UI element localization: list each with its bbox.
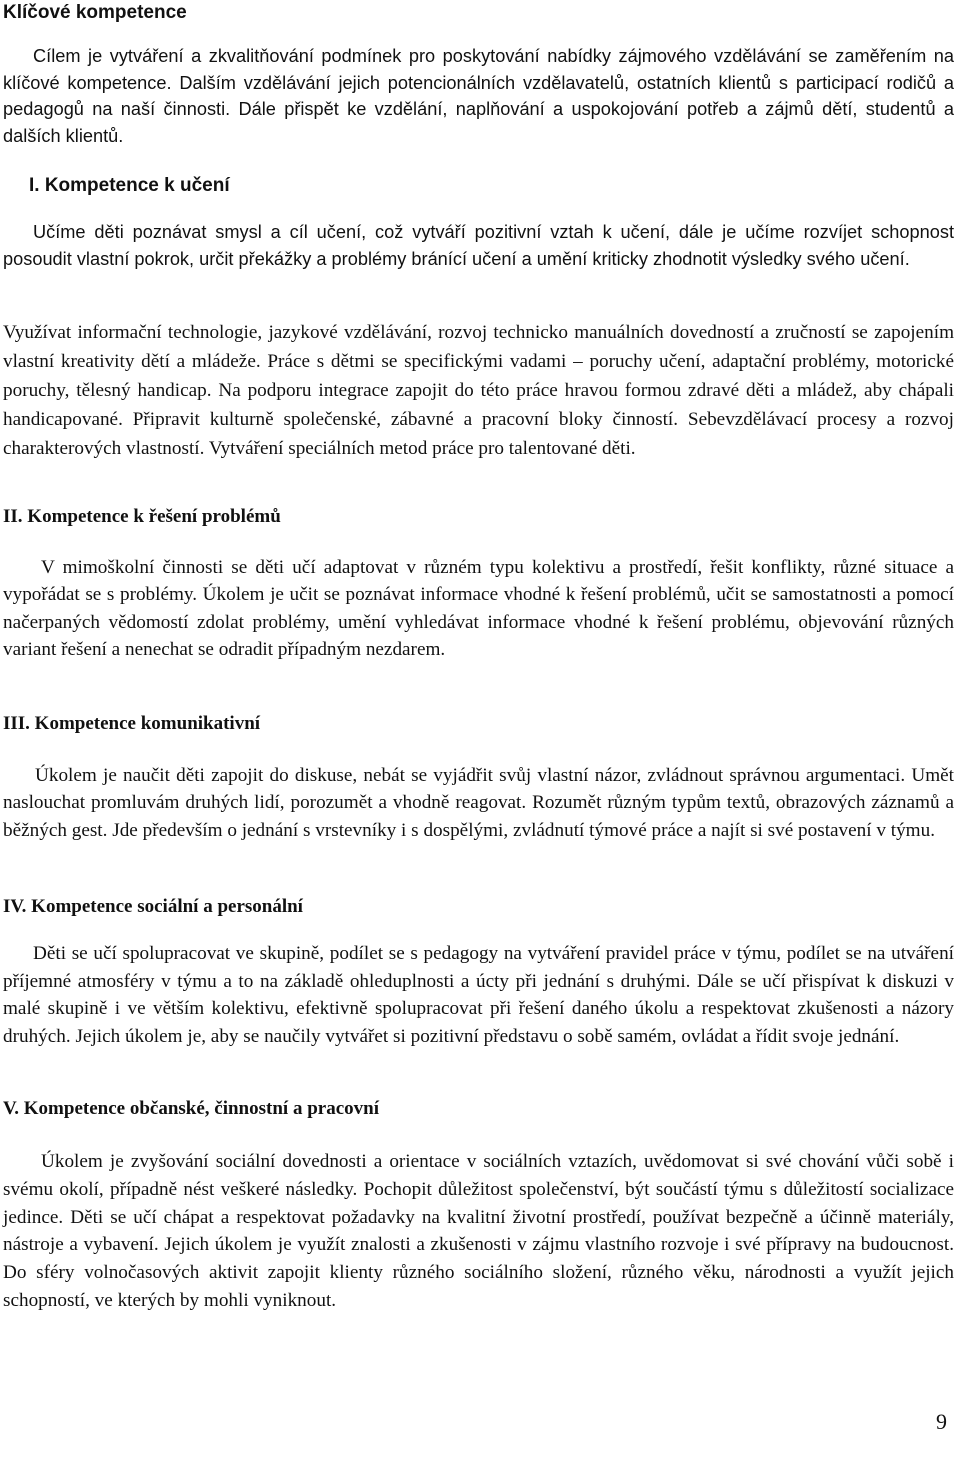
page-title: Klíčové kompetence [3, 2, 187, 23]
section-title-5: V. Kompetence občanské, činnostní a pracovní [3, 1098, 379, 1119]
section-1-paragraph-2: Využívat informační technologie, jazykové vzdělávání, rozvoj technicko manuálních dovedností a zručností se zapojením vlastní kreativity dětí a mládeže. Práce s dětmi se specifickými vadami – poruchy učení, adaptační problémy, motorické poruchy, tělesný handicap. Na podporu integrace zapojit do této práce hravou formou zdravé děti a mládež, aby chápali handicapované. Připravit kulturně společenské, zábavné a pracovní bloky činností. Sebevzdělávací procesy a rozvoj charakterových vlastností. Vytváření speciálních metod práce pro talentované děti. [3, 322, 954, 460]
section-4-paragraph-1: Děti se učí spolupracovat ve skupině, podílet se s pedagogy na vytváření pravidel práce v týmu, podílet se na utváření příjemné atmosféry v týmu a to na základě ohleduplnosti a úcty při jednání s druhými. Dále se učí přispívat k diskuzi v malé skupině i ve větším kolektivu, efektivně spolupracovat při řešení daného úkolu a respektovat zkušenosti a názory druhých. Jejich úkolem je, aby se naučily vytvářet si pozitivní představu o sobě samém, ovládat a řídit svoje jednání. [3, 943, 954, 1047]
intro-paragraph: Cílem je vytváření a zkvalitňování podmínek pro poskytování nabídky zájmového vzdělávání se zaměřením na klíčové kompetence. Dalším vzdělávání jejich potencionálních vzdělavatelů, ostatních klientů s participací rodičů a pedagogů na naší činnosti. Dále přispět ke vzdělání, naplňování a uspokojování potřeb a zájmů dětí, studentů a dalších klientů. [3, 46, 954, 147]
section-title-4: IV. Kompetence sociální a personální [3, 896, 303, 917]
section-title-3: III. Kompetence komunikativní [3, 713, 261, 734]
page-number: 9 [936, 1409, 947, 1434]
section-title-2: II. Kompetence k řešení problémů [3, 506, 281, 527]
section-5-paragraph-1: Úkolem je zvyšování sociální dovednosti a orientace v sociálních vztazích, uvědomovat si své chování vůči sobě i svému okolí, případně nést veškeré následky. Pochopit důležitost společenství, být součástí týmu s důležitostí socializace jedince. Děti se učí chápat a respektovat požadavky na kvalitní životní prostředí, používat bezpečně a účinně materiály, nástroje a vybavení. Jejich úkolem je využít znalosti a zkušenosti v zájmu vlastního rozvoje i své přípravy na budoucnost. Do sféry volnočasových aktivit zapojit klienty různého sociálního složení, různého věku, národnosti a využít jejich schopností, ve kterých by mohli vyniknout. [3, 1151, 954, 1311]
section-3-paragraph-1: Úkolem je naučit děti zapojit do diskuse, nebát se vyjádřit svůj vlastní názor, zvládnout správnou argumentaci. Umět naslouchat promluvám druhých lidí, porozumět a vhodně reagovat. Rozumět různým typům textů, obrazových záznamů a běžných gest. Jde především o jednání s vrstevníky i s dospělými, zvládnutí týmové práce a najít si své postavení v týmu. [3, 765, 954, 841]
section-1-paragraph-1: Učíme děti poznávat smysl a cíl učení, což vytváří pozitivní vztah k učení, dále je učíme rozvíjet schopnost posoudit vlastní pokrok, určit překážky a problémy bránící učení a umění kriticky zhodnotit výsledky svého učení. [3, 222, 954, 269]
section-title-1: I. Kompetence k učení [29, 175, 230, 196]
section-2-paragraph-1: V mimoškolní činnosti se děti učí adaptovat v různém typu kolektivu a prostředí, řešit konflikty, různé situace a vypořádat se s problémy. Úkolem je učit se poznávat informace vhodné k řešení problémů, učit se samostatnosti a pomocí načerpaných vědomostí zdolat problémy, umění vyhledávat informace vhodné k řešení problému, objevování různých variant řešení a nenechat se odradit případným nezdarem. [3, 557, 954, 661]
